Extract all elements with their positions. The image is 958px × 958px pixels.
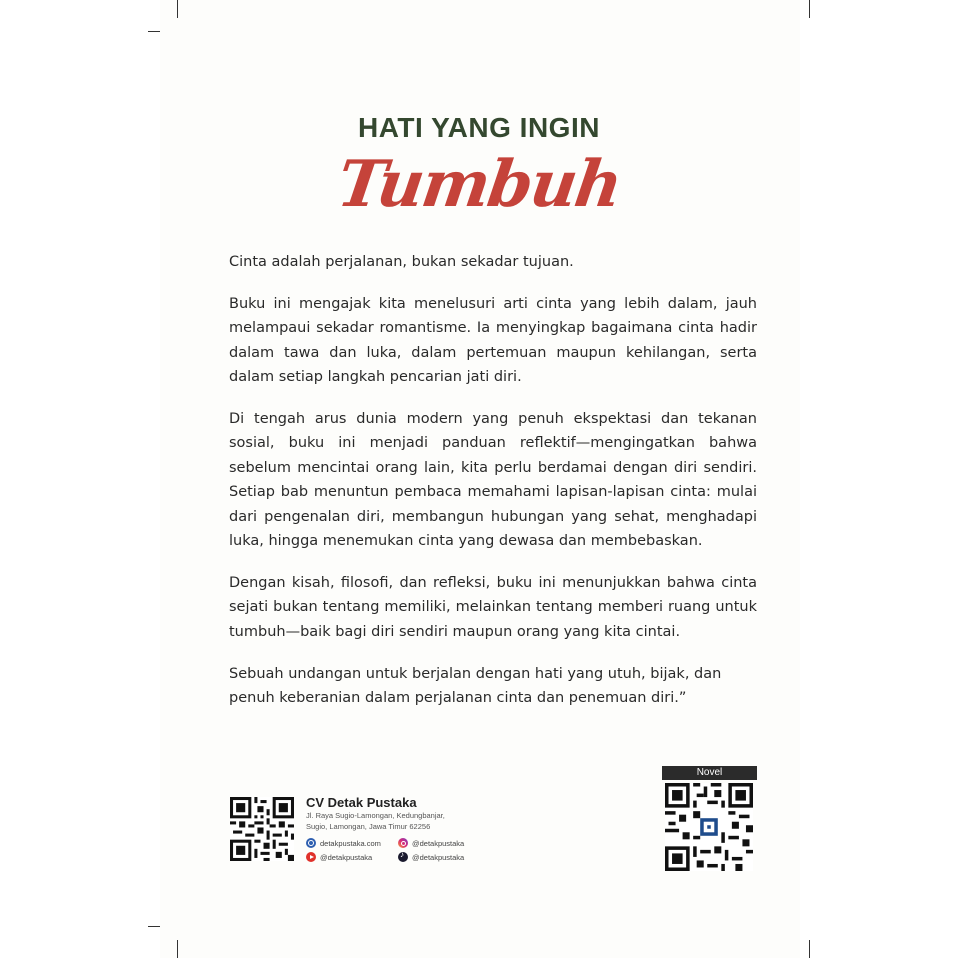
publisher-address-line: Jl. Raya Sugio-Lamongan, Kedungbanjar, (306, 811, 445, 820)
instagram-handle: @detakpustaka (412, 838, 465, 848)
blurb (229, 250, 757, 728)
tiktok-icon (398, 852, 408, 862)
book-qr-code-icon[interactable] (665, 783, 753, 871)
publisher-name: CV Detak Pustaka (306, 795, 417, 810)
tiktok-handle: @detakpustaka (412, 852, 465, 862)
globe-icon (306, 838, 316, 848)
crop-mark (177, 940, 178, 958)
crop-mark (809, 0, 810, 18)
tiktok-link[interactable] (398, 852, 498, 862)
category-label: Novel (662, 766, 757, 780)
instagram-icon (398, 838, 408, 848)
youtube-icon (306, 852, 316, 862)
social-links (306, 838, 506, 862)
crop-mark (177, 0, 178, 18)
website-link[interactable] (306, 838, 398, 848)
publisher-address-line: Sugio, Lamongan, Jawa Timur 62256 (306, 822, 431, 831)
instagram-link[interactable] (398, 838, 498, 848)
crop-mark (148, 926, 160, 927)
youtube-link[interactable] (306, 852, 398, 862)
blurb-paragraph: Cinta adalah perjalanan, bukan sekadar tujuan. (229, 254, 574, 270)
crop-mark (148, 31, 160, 32)
book-title-script: Tumbuh (332, 147, 626, 222)
blurb-paragraph: Buku ini mengajak kita menelusuri arti cinta yang lebih dalam, jauh melampaui sekadar romantisme. Ia menyingkap bagaimana cinta hadir dalam tawa dan luka, dalam pertemuan maupun kehilangan, serta dalam setiap langkah pencarian jati diri. (229, 295, 757, 386)
book-title: HATI YANG INGIN (358, 112, 600, 143)
publisher-info (306, 795, 506, 862)
youtube-handle: @detakpustaka (320, 852, 373, 862)
blurb-paragraph: Dengan kisah, filosofi, dan refleksi, buku ini menunjukkan bahwa cinta sejati bukan tentang memiliki, melainkan tentang memberi ruang untuk tumbuh—baik bagi diri sendiri maupun orang yang kita cintai. (229, 574, 757, 640)
website-text: detakpustaka.com (320, 838, 381, 848)
publisher-qr-code-icon[interactable] (230, 797, 294, 861)
crop-mark (809, 940, 810, 958)
blurb-paragraph: Di tengah arus dunia modern yang penuh ekspektasi dan tekanan sosial, buku ini menjadi panduan reflektif—mengingatkan bahwa sebelum mencintai orang lain, kita perlu berdamai dengan diri sendiri. Setiap bab menuntun pembaca memahami lapisan-lapisan cinta: mulai dari pengenalan diri, membangun hubungan yang sehat, menghadapi luka, hingga menemukan cinta yang dewasa dan membebaskan. (229, 411, 757, 550)
blurb-paragraph: Sebuah undangan untuk berjalan dengan hati yang utuh, bijak, dan penuh keberanian dalam perjalanan cinta dan penemuan diri.” (229, 665, 722, 707)
